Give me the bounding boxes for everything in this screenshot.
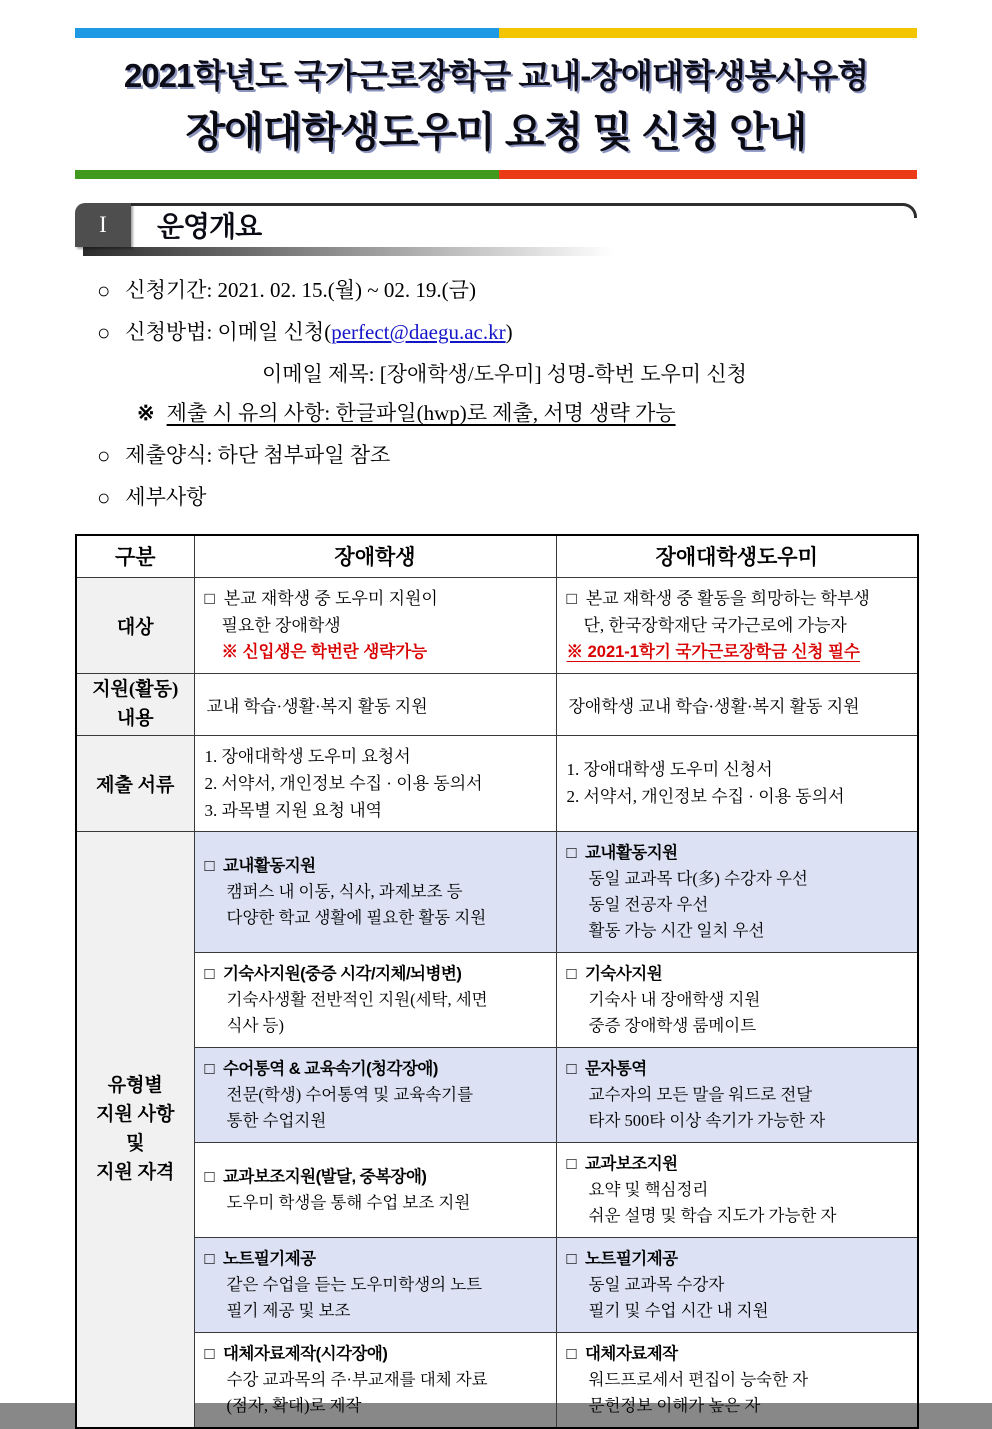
document-item: 2. 서약서, 개인정보 수집 · 이용 동의서 [566, 787, 845, 806]
checkbox-icon: □ [204, 1167, 214, 1186]
support-detail-line: 수강 교과목의 주·부교재를 대체 자료 [226, 1369, 488, 1389]
support-detail-line: 전문(학생) 수어통역 및 교육속기를 [226, 1084, 474, 1104]
list-item-period [75, 274, 917, 307]
support-type-title [205, 1056, 546, 1082]
support-detail-line: 쉬운 설명 및 학습 지도가 가능한 자 [588, 1205, 837, 1225]
target-student-note-text: 신입생은 학번란 생략가능 [242, 642, 428, 661]
content-label [77, 675, 194, 733]
support-type-title-text: 교내활동지원 [584, 843, 678, 862]
top-bar-yellow-segment [499, 28, 917, 38]
target-student-text1: 본교 재학생 중 도우미 지원이 [223, 588, 438, 608]
table-subrow-campus [76, 831, 918, 952]
target-helper-line2: 단, 한국장학재단 국가근로에 가능자 [583, 615, 847, 635]
table-row-target [76, 577, 918, 673]
email-subject-line: 이메일 제목: [장애학생/도우미] 성명-학번 도우미 신청 [262, 362, 747, 386]
support-type-title-text: 노트필기제공 [584, 1249, 678, 1268]
documents-student-cell [194, 735, 556, 831]
form-text: 제출양식: 하단 첨부파일 참조 [125, 443, 391, 467]
support-detail-line: 동일 교과목 다(多) 수강자 우선 [588, 868, 808, 888]
support-type-title-text: 대체자료제작 [584, 1344, 678, 1363]
content-student-cell: 교내 학습·생활·복지 활동 지원 [194, 673, 556, 735]
method-suffix: ) [505, 320, 513, 344]
mid-bar-green-segment [75, 170, 499, 179]
target-helper-cell [556, 577, 918, 673]
circle-bullet-icon: ○ [97, 278, 111, 303]
checkbox-icon: □ [204, 1059, 214, 1078]
section-header [75, 203, 917, 249]
program-table [75, 534, 919, 1429]
support-type-title-text: 교과보조지원(발달, 중복장애) [222, 1167, 427, 1186]
support-detail-line: 식사 등) [226, 1015, 284, 1035]
table-subrow-dormitory [76, 952, 918, 1047]
support-type-title [567, 1246, 908, 1272]
support-detail-line: 동일 전공자 우선 [588, 894, 709, 914]
sign-student-cell [194, 1047, 556, 1142]
checkbox-icon: □ [566, 1249, 576, 1268]
email-link[interactable]: perfect@daegu.ac.kr [331, 320, 506, 344]
types-label-line: 유형별 [107, 1075, 163, 1096]
altmat-helper-cell [556, 1332, 918, 1428]
support-detail-line: 문헌정보 이해가 높은 자 [588, 1395, 761, 1415]
checkbox-icon: □ [204, 856, 214, 875]
support-type-title-text: 기숙사지원 [584, 964, 663, 983]
row-label-target: 대상 [76, 577, 194, 673]
row-label-types [76, 831, 194, 1428]
table-header-row [76, 535, 918, 577]
list-item-method [75, 316, 917, 349]
row-label-content [76, 673, 194, 735]
circle-bullet-icon: ○ [97, 320, 111, 345]
content-label-line1: 지원(활동) [92, 679, 179, 700]
target-helper-note [567, 639, 908, 666]
document-item: 3. 과목별 지원 요청 내역 [204, 800, 383, 820]
table-subrow-alt-materials [76, 1332, 918, 1428]
section-gradient-bar [83, 247, 613, 256]
altmat-student-cell [194, 1332, 556, 1428]
support-detail-line: 캠퍼스 내 이동, 식사, 과제보조 등 [226, 881, 463, 901]
notes-student-cell [194, 1237, 556, 1332]
support-type-title [205, 961, 546, 987]
support-detail-line: 통한 수업지원 [226, 1110, 327, 1130]
support-type-title-text: 교내활동지원 [222, 856, 316, 875]
reference-mark-icon: ※ [221, 642, 238, 661]
checkbox-icon: □ [566, 1059, 576, 1078]
support-type-title-text: 수어통역 & 교육속기(청각장애) [222, 1059, 438, 1078]
section-numeral-box: I [75, 203, 131, 247]
support-type-title [205, 1341, 546, 1367]
checkbox-icon: □ [204, 588, 215, 608]
document-item: 1. 장애대학생 도우미 신청서 [566, 760, 773, 779]
details-text: 세부사항 [125, 485, 207, 509]
assist-student-cell [194, 1142, 556, 1237]
support-detail-line: 다양한 학교 생활에 필요한 활동 지원 [226, 907, 487, 927]
target-helper-note-text: 2021-1학기 국가근로장학금 신청 필수 [587, 642, 860, 661]
table-subrow-class-assist [76, 1142, 918, 1237]
table-subrow-notes [76, 1237, 918, 1332]
support-type-title-text: 대체자료제작(시각장애) [222, 1344, 388, 1363]
document-item: 1. 장애대학생 도우미 요청서 [204, 746, 411, 766]
types-label-line: 지원 자격 [96, 1162, 175, 1183]
support-type-title [567, 1056, 908, 1082]
dorm-helper-cell [556, 952, 918, 1047]
reference-mark-icon: ※ [566, 642, 583, 661]
support-detail-line: 교수자의 모든 말을 워드로 전달 [588, 1084, 813, 1104]
list-item-form [75, 439, 917, 472]
dorm-student-cell [194, 952, 556, 1047]
target-student-line2: 필요한 장애학생 [221, 615, 341, 635]
support-type-title [567, 1151, 908, 1177]
section-title: 운영개요 [157, 211, 262, 242]
submission-note-text: 제출 시 유의 사항: 한글파일(hwp)로 제출, 서명 생략 가능 [166, 401, 676, 425]
checkbox-icon: □ [566, 588, 577, 608]
target-helper-line1 [567, 585, 908, 612]
table-row-content [76, 673, 918, 735]
support-detail-line: 필기 및 수업 시간 내 지원 [588, 1300, 769, 1320]
document-title-line2: 장애대학생도우미 요청 및 신청 안내 [185, 109, 807, 155]
reference-mark-icon: ※ [137, 401, 155, 425]
list-item-details [75, 481, 917, 514]
support-type-title-text: 문자통역 [584, 1059, 647, 1078]
submission-note [137, 397, 917, 430]
target-student-cell [194, 577, 556, 673]
content-helper-cell: 장애학생 교내 학습·생활·복지 활동 지원 [556, 673, 918, 735]
overview-list [75, 274, 917, 514]
method-text [125, 316, 512, 349]
support-detail-line: 요약 및 핵심정리 [588, 1179, 709, 1199]
documents-helper-cell [556, 735, 918, 831]
target-student-line1 [205, 585, 546, 612]
circle-bullet-icon: ○ [97, 443, 111, 468]
support-type-title-text: 노트필기제공 [222, 1249, 316, 1268]
assist-helper-cell [556, 1142, 918, 1237]
checkbox-icon: □ [566, 843, 576, 862]
method-prefix: 신청방법: 이메일 신청( [125, 320, 332, 344]
checkbox-icon: □ [566, 1344, 576, 1363]
support-detail-line: 활동 가능 시간 일치 우선 [588, 920, 765, 940]
header-disabled-student: 장애학생 [194, 535, 556, 577]
content-label-line2: 내용 [116, 708, 154, 729]
support-type-title [567, 961, 908, 987]
mid-bar-red-segment [499, 170, 917, 179]
campus-helper-cell [556, 831, 918, 952]
title-underline-bar [75, 170, 917, 179]
target-helper-text1: 본교 재학생 중 활동을 희망하는 학부생 [585, 588, 870, 608]
support-type-title [205, 853, 546, 879]
types-label-line: 및 [126, 1133, 145, 1154]
support-type-title [567, 840, 908, 866]
top-decorative-bar [75, 28, 917, 38]
support-detail-line: 기숙사 내 장애학생 지원 [588, 989, 761, 1009]
header-helper: 장애대학생도우미 [556, 535, 918, 577]
checkbox-icon: □ [204, 1249, 214, 1268]
checkbox-icon: □ [566, 1154, 576, 1173]
support-detail-line: 기숙사생활 전반적인 지원(세탁, 세면 [226, 989, 488, 1009]
table-row-documents [76, 735, 918, 831]
sign-helper-cell [556, 1047, 918, 1142]
period-text: 신청기간: 2021. 02. 15.(월) ~ 02. 19.(금) [125, 278, 476, 302]
notes-helper-cell [556, 1237, 918, 1332]
table-subrow-sign-language [76, 1047, 918, 1142]
support-detail-line: (점자, 확대)로 제작 [226, 1395, 362, 1415]
checkbox-icon: □ [204, 1344, 214, 1363]
row-label-documents: 제출 서류 [76, 735, 194, 831]
support-type-title [205, 1164, 546, 1190]
checkbox-icon: □ [566, 964, 576, 983]
types-label-line: 지원 사항 [96, 1104, 175, 1125]
circle-bullet-icon: ○ [97, 485, 111, 510]
types-label [77, 1071, 194, 1187]
header-category: 구분 [76, 535, 194, 577]
support-detail-line: 타자 500타 이상 속기가 가능한 자 [588, 1110, 826, 1130]
support-detail-line: 필기 제공 및 보조 [226, 1300, 351, 1320]
support-detail-line: 워드프로세서 편집이 능숙한 자 [588, 1369, 809, 1389]
document-item: 2. 서약서, 개인정보 수집 · 이용 동의서 [204, 773, 483, 793]
top-bar-blue-segment [75, 28, 499, 38]
support-detail-line: 도우미 학생을 통해 수업 보조 지원 [226, 1192, 471, 1212]
support-detail-line: 같은 수업을 듣는 도우미학생의 노트 [226, 1274, 483, 1294]
document-title-line1: 2021학년도 국가근로장학금 교내-장애대학생봉사유형 [123, 57, 869, 94]
support-detail-line: 동일 교과목 수강자 [588, 1274, 725, 1294]
support-type-title [205, 1246, 546, 1272]
support-detail-line: 중증 장애학생 룸메이트 [588, 1015, 757, 1035]
checkbox-icon: □ [204, 964, 214, 983]
support-type-title [567, 1341, 908, 1367]
support-type-title-text: 기숙사지원(중증 시각/지체/뇌병변) [222, 964, 462, 983]
support-type-title-text: 교과보조지원 [584, 1154, 678, 1173]
campus-student-cell [194, 831, 556, 952]
target-student-note [205, 639, 546, 666]
